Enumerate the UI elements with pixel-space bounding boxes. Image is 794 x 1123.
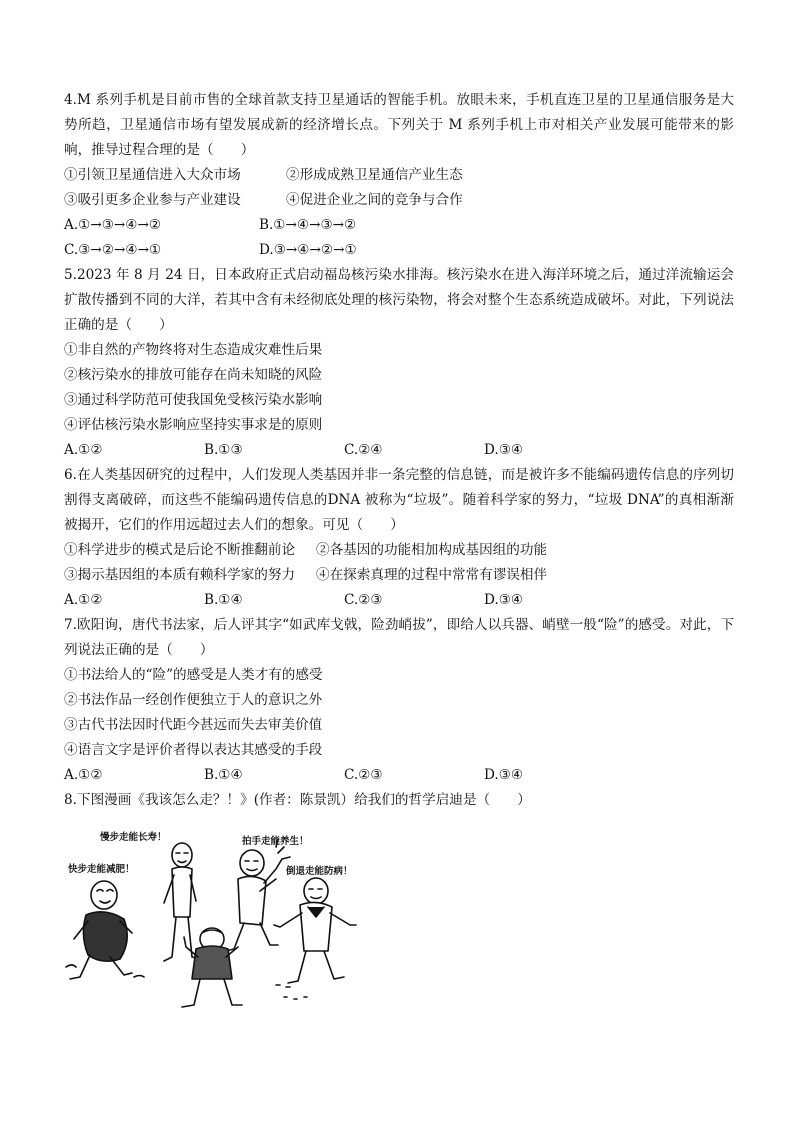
q5-option-a[interactable]: A.①② bbox=[64, 442, 103, 458]
q4-statement-2: ②形成成熟卫星通信产业生态 bbox=[286, 167, 463, 183]
q8-stem: 8.下图漫画《我该怎么走？！》(作者：陈景凯）给我们的哲学启迪是（ ） bbox=[64, 792, 531, 808]
q6-options bbox=[64, 588, 734, 613]
exam-page bbox=[64, 88, 734, 1022]
cartoon-image bbox=[64, 817, 374, 1022]
q6-statement-2: ②各基因的功能相加构成基因组的功能 bbox=[316, 542, 548, 558]
confused-man-figure bbox=[182, 928, 307, 1007]
q6-statement-3: ③揭示基因组的本质有赖科学家的努力 bbox=[64, 567, 296, 583]
q6-statement-4: ④在探索真理的过程中常常有谬误相伴 bbox=[316, 567, 548, 583]
q4-options-row-1 bbox=[64, 213, 734, 238]
q4-stem: 4.M 系列手机是目前市售的全球首款支持卫星通话的智能手机。放眼未来，手机直连卫星的卫星通信服务是大势所趋，卫星通信市场有望发展成新的经济增长点。下列关于 M 系列手机上市对相关产业发展可能带来的影响，推导过程合理的是（ ） bbox=[64, 92, 734, 158]
q4-option-a[interactable]: A.①→③→④→② bbox=[64, 217, 162, 233]
q7-option-d[interactable]: D.③④ bbox=[484, 767, 524, 783]
speech-bubble-fast: 快步走能减肥！ bbox=[68, 864, 135, 875]
slow-walker-figure bbox=[164, 843, 200, 961]
q6-statements-row-2 bbox=[64, 563, 734, 588]
q6-option-d[interactable]: D.③④ bbox=[484, 592, 524, 608]
q5-statement-3: ③通过科学防范可使我国免受核污染水影响 bbox=[64, 392, 323, 408]
q5-option-d[interactable]: D.③④ bbox=[484, 442, 524, 458]
q7-statement-4: ④语言文字是评价者得以表达其感受的手段 bbox=[64, 742, 323, 758]
q7-statement-3: ③古代书法因时代距今甚远而失去审美价值 bbox=[64, 717, 323, 733]
q7-stem: 7.欧阳询，唐代书法家，后人评其字“如武库戈戟，险劲峭拔”，即给人以兵器、峭壁一般“险”的感受。对此，下列说法正确的是（ ） bbox=[64, 617, 734, 658]
q6-option-a[interactable]: A.①② bbox=[64, 592, 103, 608]
q5-statement-4: ④评估核污染水影响应坚持实事求是的原则 bbox=[64, 417, 323, 433]
q4-statements-row-2 bbox=[64, 188, 734, 213]
q5-option-c[interactable]: C.②④ bbox=[344, 442, 383, 458]
q4-option-c[interactable]: C.③→②→④→① bbox=[64, 242, 162, 258]
q5-statement-1: ①非自然的产物终将对生态造成灾难性后果 bbox=[64, 342, 323, 358]
q5-options bbox=[64, 438, 734, 463]
fast-walker-figure bbox=[66, 881, 144, 979]
q4-statement-4: ④促进企业之间的竞争与合作 bbox=[286, 192, 463, 208]
q4-statement-1: ①引领卫星通信进入大众市场 bbox=[64, 167, 241, 183]
q7-statement-1: ①书法给人的“险”的感受是人类才有的感受 bbox=[64, 667, 323, 683]
q4-statements-row-1 bbox=[64, 163, 734, 188]
q4-option-d[interactable]: D.③→④→②→① bbox=[259, 242, 357, 258]
q7-option-b[interactable]: B.①④ bbox=[204, 767, 243, 783]
q5-statement-2: ②核污染水的排放可能存在尚未知晓的风险 bbox=[64, 367, 323, 383]
q4-statement-3: ③吸引更多企业参与产业建设 bbox=[64, 192, 241, 208]
backward-walker-figure bbox=[274, 878, 356, 987]
q6-statements-row-1 bbox=[64, 538, 734, 563]
speech-bubble-backward: 倒退走能防病！ bbox=[286, 866, 353, 877]
q4-option-b[interactable]: B.①→④→③→② bbox=[259, 217, 357, 233]
q6-option-c[interactable]: C.②③ bbox=[344, 592, 383, 608]
q6-statement-1: ①科学进步的模式是后论不断推翻前论 bbox=[64, 542, 296, 558]
q7-statement-2: ②书法作品一经创作便独立于人的意识之外 bbox=[64, 692, 323, 708]
q7-options bbox=[64, 763, 734, 788]
speech-bubble-clap: 拍手走能养生！ bbox=[242, 836, 309, 847]
q4-options-row-2 bbox=[64, 238, 734, 263]
clapping-walker-figure bbox=[226, 839, 290, 951]
q6-stem: 6.在人类基因研究的过程中，人们发现人类基因并非一条完整的信息链，而是被许多不能编码遗传信息的序列切割得支离破碎，而这些不能编码遗传信息的DNA 被称为“垃圾”。随着科学家的努力，“垃圾 DNA”的真相渐渐被揭开，它们的作用远超过去人们的想象。可见（ ） bbox=[64, 467, 734, 533]
q7-option-c[interactable]: C.②③ bbox=[344, 767, 383, 783]
q7-option-a[interactable]: A.①② bbox=[64, 767, 103, 783]
q5-stem: 5.2023 年 8 月 24 日，日本政府正式启动福岛核污染水排海。核污染水在进入海洋环境之后，通过洋流输运会扩散传播到不同的大洋，若其中含有未经彻底处理的核污染物，将会对整个生态系统造成破坏。对此，下列说法正确的是（ ） bbox=[64, 267, 734, 333]
speech-bubble-slow: 慢步走能长寿！ bbox=[100, 832, 167, 843]
q5-option-b[interactable]: B.①③ bbox=[204, 442, 243, 458]
q6-option-b[interactable]: B.①④ bbox=[204, 592, 243, 608]
cartoon-drawing bbox=[64, 817, 374, 1022]
